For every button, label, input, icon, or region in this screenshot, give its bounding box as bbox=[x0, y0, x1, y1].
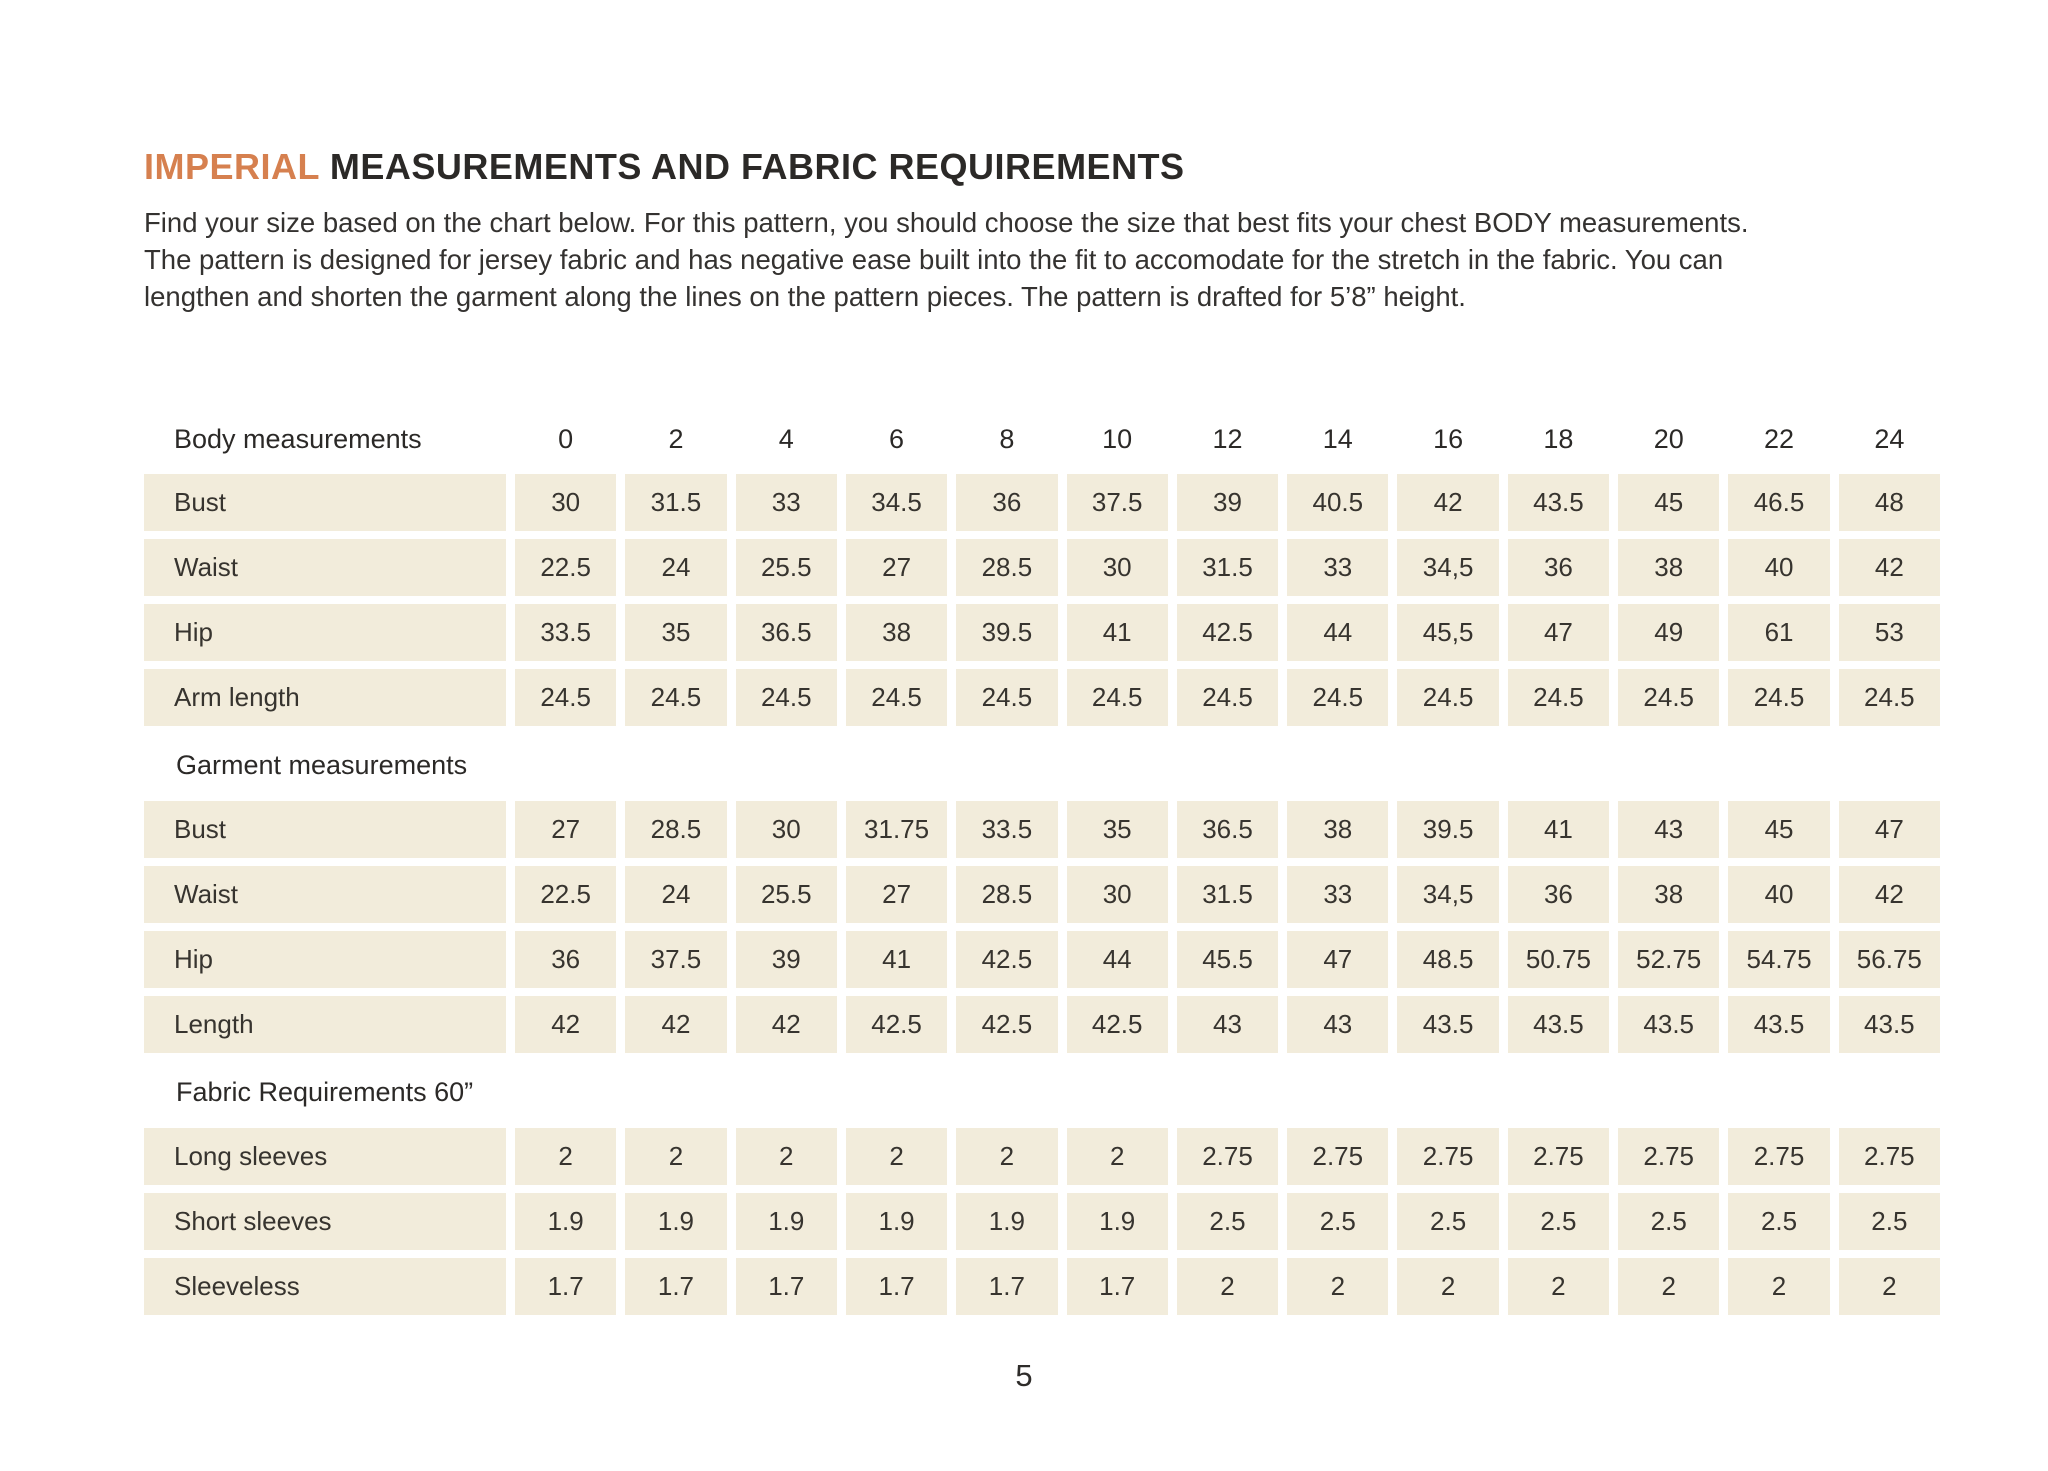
table-row bbox=[144, 996, 1940, 1053]
value-cell: 27 bbox=[515, 801, 616, 858]
value-cell: 41 bbox=[846, 931, 947, 988]
value-cell: 2.75 bbox=[1287, 1128, 1388, 1185]
size-column-header: 20 bbox=[1653, 423, 1684, 454]
value-cell: 2 bbox=[1839, 1258, 1940, 1315]
value-cell: 28.5 bbox=[625, 801, 726, 858]
value-cell: 43.5 bbox=[1508, 474, 1609, 531]
value-cell: 52.75 bbox=[1618, 931, 1719, 988]
value-cell: 2.5 bbox=[1618, 1193, 1719, 1250]
size-column-header: 14 bbox=[1322, 423, 1353, 454]
value-cell: 35 bbox=[1067, 801, 1168, 858]
value-cell: 1.7 bbox=[736, 1258, 837, 1315]
value-cell: 37.5 bbox=[1067, 474, 1168, 531]
value-cell: 33.5 bbox=[515, 604, 616, 661]
value-cell: 42.5 bbox=[846, 996, 947, 1053]
value-cell: 24.5 bbox=[515, 669, 616, 726]
value-cell: 2.75 bbox=[1177, 1128, 1278, 1185]
value-cell: 1.9 bbox=[515, 1193, 616, 1250]
value-cell: 39.5 bbox=[956, 604, 1057, 661]
size-column-header: 8 bbox=[999, 423, 1015, 454]
value-cell: 45,5 bbox=[1397, 604, 1498, 661]
value-cell: 2.75 bbox=[1618, 1128, 1719, 1185]
value-cell: 2 bbox=[1397, 1258, 1498, 1315]
value-cell: 38 bbox=[1618, 539, 1719, 596]
value-cell: 2 bbox=[1508, 1258, 1609, 1315]
size-column-header: 22 bbox=[1764, 423, 1795, 454]
value-cell: 2 bbox=[515, 1128, 616, 1185]
value-cell: 28.5 bbox=[956, 866, 1057, 923]
table-row bbox=[144, 474, 1940, 531]
size-column-header: 0 bbox=[558, 423, 574, 454]
value-cell: 42 bbox=[625, 996, 726, 1053]
value-cell: 48.5 bbox=[1397, 931, 1498, 988]
value-cell: 2.75 bbox=[1839, 1128, 1940, 1185]
value-cell: 42 bbox=[736, 996, 837, 1053]
value-cell: 24.5 bbox=[1839, 669, 1940, 726]
value-cell: 24.5 bbox=[1177, 669, 1278, 726]
value-cell: 42.5 bbox=[1067, 996, 1168, 1053]
table-row bbox=[144, 866, 1940, 923]
value-cell: 24.5 bbox=[736, 669, 837, 726]
size-column-header: 4 bbox=[778, 423, 794, 454]
value-cell: 53 bbox=[1839, 604, 1940, 661]
table-row bbox=[144, 539, 1940, 596]
table-row bbox=[144, 1258, 1940, 1315]
value-cell: 40 bbox=[1728, 866, 1829, 923]
row-label: Arm length bbox=[144, 669, 506, 726]
value-cell: 34,5 bbox=[1397, 866, 1498, 923]
value-cell: 31.5 bbox=[1177, 866, 1278, 923]
value-cell: 24.5 bbox=[846, 669, 947, 726]
table-row bbox=[144, 1128, 1940, 1185]
value-cell: 61 bbox=[1728, 604, 1829, 661]
value-cell: 43.5 bbox=[1839, 996, 1940, 1053]
value-cell: 22.5 bbox=[515, 539, 616, 596]
value-cell: 2.5 bbox=[1728, 1193, 1829, 1250]
value-cell: 43.5 bbox=[1728, 996, 1829, 1053]
value-cell: 25.5 bbox=[736, 539, 837, 596]
value-cell: 24.5 bbox=[956, 669, 1057, 726]
size-column-header: 18 bbox=[1543, 423, 1574, 454]
section-header: Body measurements bbox=[174, 423, 422, 454]
value-cell: 36 bbox=[1508, 866, 1609, 923]
value-cell: 33 bbox=[736, 474, 837, 531]
value-cell: 24.5 bbox=[625, 669, 726, 726]
section-header: Fabric Requirements 60” bbox=[176, 1077, 474, 1107]
value-cell: 2.5 bbox=[1508, 1193, 1609, 1250]
value-cell: 1.7 bbox=[846, 1258, 947, 1315]
value-cell: 1.9 bbox=[625, 1193, 726, 1250]
value-cell: 43.5 bbox=[1618, 996, 1719, 1053]
value-cell: 43 bbox=[1618, 801, 1719, 858]
section-header: Garment measurements bbox=[176, 750, 468, 780]
value-cell: 2.5 bbox=[1177, 1193, 1278, 1250]
value-cell: 24.5 bbox=[1067, 669, 1168, 726]
value-cell: 2 bbox=[956, 1128, 1057, 1185]
value-cell: 54.75 bbox=[1728, 931, 1829, 988]
value-cell: 38 bbox=[1618, 866, 1719, 923]
size-column-header: 2 bbox=[668, 423, 684, 454]
value-cell: 2 bbox=[1618, 1258, 1719, 1315]
value-cell: 49 bbox=[1618, 604, 1719, 661]
intro-line: The pattern is designed for jersey fabric and has negative ease built into the fit to accomodate for the stretch in the fabric. You can bbox=[144, 244, 1724, 275]
value-cell: 24.5 bbox=[1287, 669, 1388, 726]
value-cell: 34,5 bbox=[1397, 539, 1498, 596]
value-cell: 48 bbox=[1839, 474, 1940, 531]
value-cell: 36.5 bbox=[1177, 801, 1278, 858]
table-header-row bbox=[144, 417, 1940, 461]
value-cell: 45 bbox=[1618, 474, 1719, 531]
value-cell: 40 bbox=[1728, 539, 1829, 596]
value-cell: 44 bbox=[1287, 604, 1388, 661]
page-number: 5 bbox=[1015, 1358, 1033, 1393]
intro-paragraph bbox=[144, 204, 1944, 315]
table-row bbox=[144, 669, 1940, 726]
value-cell: 43.5 bbox=[1508, 996, 1609, 1053]
value-cell: 33.5 bbox=[956, 801, 1057, 858]
value-cell: 42 bbox=[515, 996, 616, 1053]
value-cell: 2.5 bbox=[1397, 1193, 1498, 1250]
value-cell: 1.9 bbox=[846, 1193, 947, 1250]
value-cell: 47 bbox=[1839, 801, 1940, 858]
value-cell: 2 bbox=[846, 1128, 947, 1185]
value-cell: 39.5 bbox=[1397, 801, 1498, 858]
value-cell: 2 bbox=[1067, 1128, 1168, 1185]
value-cell: 35 bbox=[625, 604, 726, 661]
value-cell: 1.9 bbox=[956, 1193, 1057, 1250]
row-label: Bust bbox=[144, 474, 506, 531]
value-cell: 34.5 bbox=[846, 474, 947, 531]
value-cell: 2.75 bbox=[1397, 1128, 1498, 1185]
value-cell: 31.75 bbox=[846, 801, 947, 858]
value-cell: 2.75 bbox=[1508, 1128, 1609, 1185]
size-column-header: 24 bbox=[1874, 423, 1905, 454]
value-cell: 2 bbox=[736, 1128, 837, 1185]
value-cell: 42.5 bbox=[956, 996, 1057, 1053]
value-cell: 50.75 bbox=[1508, 931, 1609, 988]
row-label: Waist bbox=[144, 866, 506, 923]
size-column-header: 16 bbox=[1433, 423, 1464, 454]
row-label: Hip bbox=[144, 931, 506, 988]
value-cell: 36 bbox=[515, 931, 616, 988]
row-label: Length bbox=[144, 996, 506, 1053]
page-title bbox=[144, 146, 1944, 188]
value-cell: 30 bbox=[515, 474, 616, 531]
table-row bbox=[144, 801, 1940, 858]
value-cell: 43 bbox=[1287, 996, 1388, 1053]
value-cell: 1.7 bbox=[1067, 1258, 1168, 1315]
value-cell: 33 bbox=[1287, 866, 1388, 923]
value-cell: 24.5 bbox=[1397, 669, 1498, 726]
intro-line: lengthen and shorten the garment along the lines on the pattern pieces. The pattern is drafted for 5’8” height. bbox=[144, 281, 1466, 312]
value-cell: 22.5 bbox=[515, 866, 616, 923]
value-cell: 40.5 bbox=[1287, 474, 1388, 531]
row-label: Short sleeves bbox=[144, 1193, 506, 1250]
value-cell: 38 bbox=[846, 604, 947, 661]
value-cell: 30 bbox=[1067, 866, 1168, 923]
value-cell: 38 bbox=[1287, 801, 1388, 858]
value-cell: 24.5 bbox=[1508, 669, 1609, 726]
value-cell: 33 bbox=[1287, 539, 1388, 596]
value-cell: 2 bbox=[1177, 1258, 1278, 1315]
value-cell: 45 bbox=[1728, 801, 1829, 858]
row-label: Waist bbox=[144, 539, 506, 596]
measurements-table bbox=[144, 417, 1940, 1315]
value-cell: 39 bbox=[1177, 474, 1278, 531]
value-cell: 2 bbox=[625, 1128, 726, 1185]
value-cell: 2.5 bbox=[1287, 1193, 1388, 1250]
value-cell: 24 bbox=[625, 539, 726, 596]
value-cell: 36.5 bbox=[736, 604, 837, 661]
value-cell: 2.75 bbox=[1728, 1128, 1829, 1185]
value-cell: 43 bbox=[1177, 996, 1278, 1053]
value-cell: 46.5 bbox=[1728, 474, 1829, 531]
value-cell: 1.9 bbox=[736, 1193, 837, 1250]
value-cell: 30 bbox=[736, 801, 837, 858]
value-cell: 56.75 bbox=[1839, 931, 1940, 988]
value-cell: 2 bbox=[1728, 1258, 1829, 1315]
value-cell: 2.5 bbox=[1839, 1193, 1940, 1250]
page-title-rest: MEASUREMENTS AND FABRIC REQUIREMENTS bbox=[319, 146, 1185, 187]
value-cell: 31.5 bbox=[1177, 539, 1278, 596]
value-cell: 28.5 bbox=[956, 539, 1057, 596]
value-cell: 42.5 bbox=[956, 931, 1057, 988]
table-row bbox=[144, 1193, 1940, 1250]
value-cell: 27 bbox=[846, 866, 947, 923]
value-cell: 42 bbox=[1839, 866, 1940, 923]
row-label: Hip bbox=[144, 604, 506, 661]
value-cell: 1.9 bbox=[1067, 1193, 1168, 1250]
size-column-header: 10 bbox=[1102, 423, 1133, 454]
value-cell: 42 bbox=[1839, 539, 1940, 596]
intro-line: Find your size based on the chart below. For this pattern, you should choose the size that best fits your chest BODY measurements. bbox=[144, 207, 1749, 238]
value-cell: 1.7 bbox=[956, 1258, 1057, 1315]
value-cell: 24.5 bbox=[1618, 669, 1719, 726]
value-cell: 47 bbox=[1508, 604, 1609, 661]
value-cell: 42 bbox=[1397, 474, 1498, 531]
value-cell: 47 bbox=[1287, 931, 1388, 988]
value-cell: 39 bbox=[736, 931, 837, 988]
value-cell: 41 bbox=[1508, 801, 1609, 858]
row-label: Long sleeves bbox=[144, 1128, 506, 1185]
value-cell: 1.7 bbox=[625, 1258, 726, 1315]
value-cell: 30 bbox=[1067, 539, 1168, 596]
value-cell: 43.5 bbox=[1397, 996, 1498, 1053]
value-cell: 24 bbox=[625, 866, 726, 923]
value-cell: 2 bbox=[1287, 1258, 1388, 1315]
size-column-header: 12 bbox=[1212, 423, 1243, 454]
table-row bbox=[144, 931, 1940, 988]
row-label: Bust bbox=[144, 801, 506, 858]
value-cell: 42.5 bbox=[1177, 604, 1278, 661]
table-row bbox=[144, 604, 1940, 661]
value-cell: 44 bbox=[1067, 931, 1168, 988]
value-cell: 45.5 bbox=[1177, 931, 1278, 988]
value-cell: 1.7 bbox=[515, 1258, 616, 1315]
value-cell: 24.5 bbox=[1728, 669, 1829, 726]
value-cell: 41 bbox=[1067, 604, 1168, 661]
value-cell: 25.5 bbox=[736, 866, 837, 923]
size-column-header: 6 bbox=[889, 423, 905, 454]
value-cell: 27 bbox=[846, 539, 947, 596]
page-title-accent: IMPERIAL bbox=[144, 146, 320, 187]
row-label: Sleeveless bbox=[144, 1258, 506, 1315]
value-cell: 31.5 bbox=[625, 474, 726, 531]
value-cell: 36 bbox=[1508, 539, 1609, 596]
value-cell: 36 bbox=[956, 474, 1057, 531]
value-cell: 37.5 bbox=[625, 931, 726, 988]
